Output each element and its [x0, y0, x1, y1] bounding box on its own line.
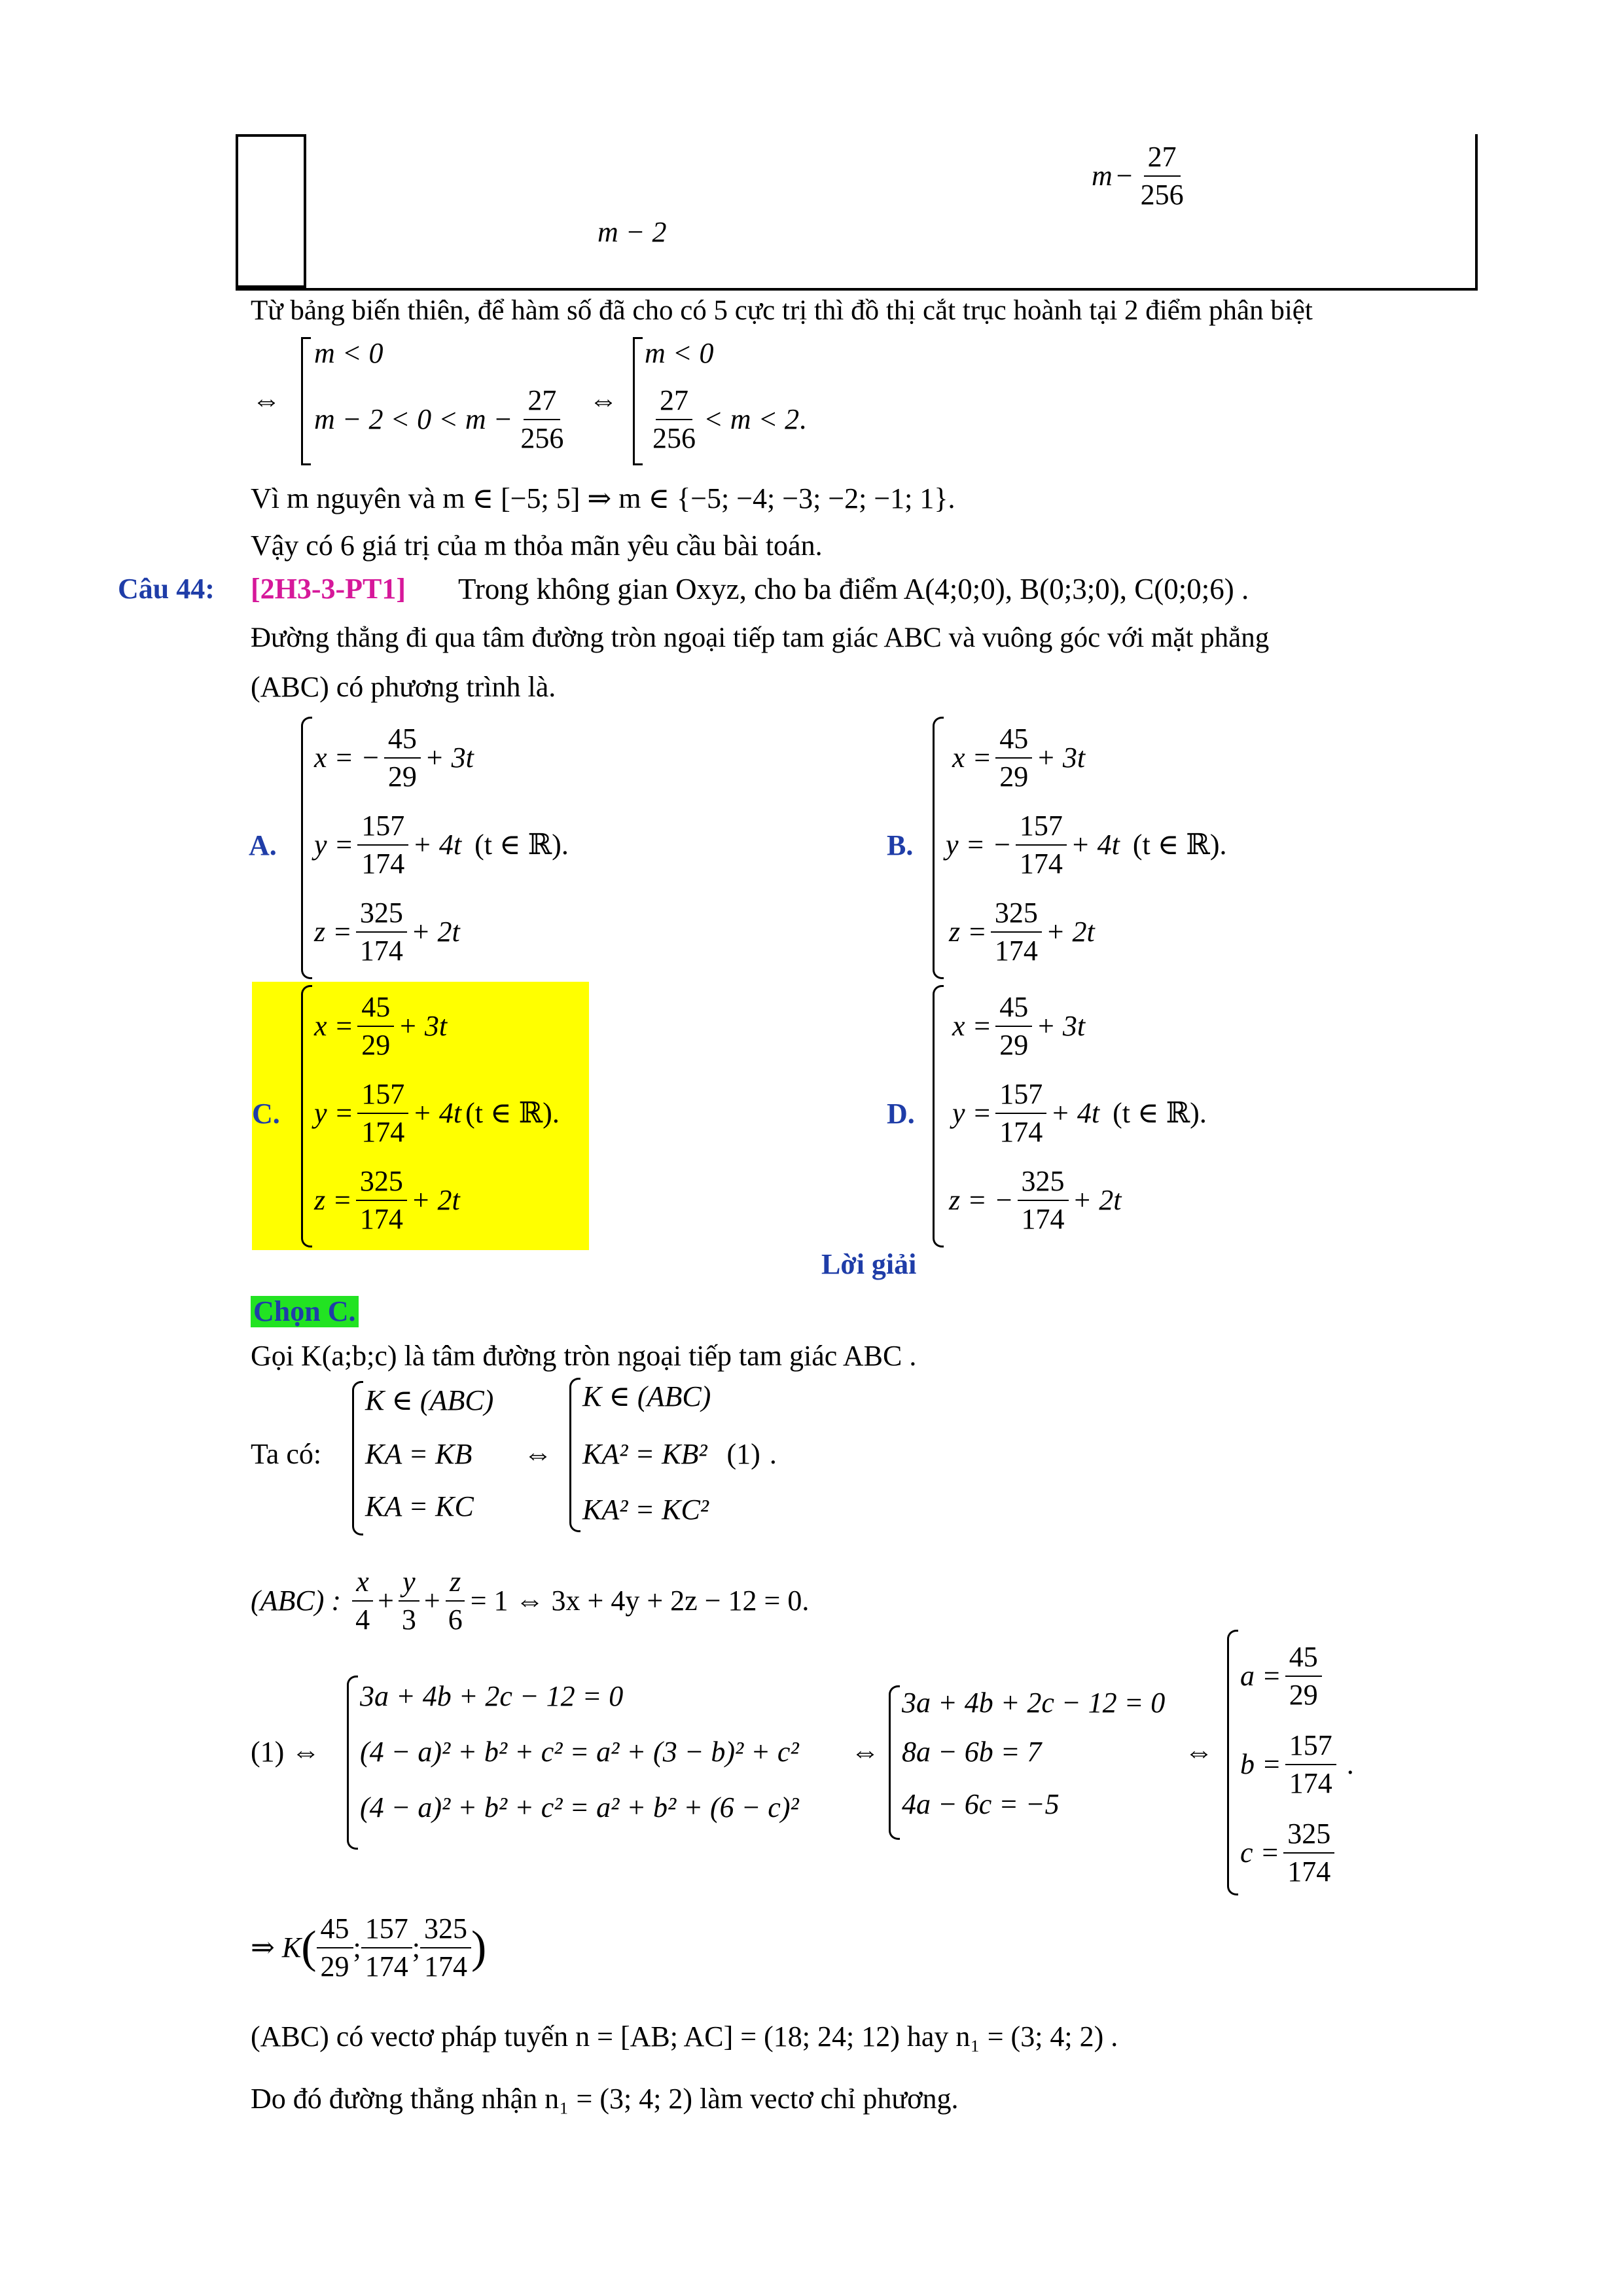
paragraph-conclusion: Từ bảng biến thiên, để hàm số đã cho có 5 cực trị thì đồ thị cắt trục hoành tại 2 điểm phân biệt [251, 295, 1313, 326]
sys1-row1: m < 0 [314, 337, 383, 369]
paragraph-count: Vậy có 6 giá trị của m thỏa mãn yêu cầu bài toán. [251, 529, 823, 562]
option-b-x: x = $\frac{45}{29}$ + 3t [952, 723, 1086, 793]
question-code: [2H3-3-PT1] [251, 573, 406, 605]
sys1-row4: $\frac{27}{256}$ < m < 2 . [652, 384, 807, 454]
big-brace-2 [889, 1685, 900, 1840]
option-c[interactable] [249, 985, 615, 1247]
option-a-x: x = − $\frac{45}{29}$ + 3t [314, 723, 474, 793]
question-text-3: (ABC) có phương trình là. [251, 671, 556, 703]
res-a: a = $\frac{45}{29}$ [1240, 1643, 1326, 1710]
option-a[interactable] [249, 717, 615, 978]
k-result: ⇒ K ( $\frac{45}{29}$ ; $\frac{157}{174}$ ; $\frac{325}{174}$ ) [251, 1912, 487, 1982]
option-b-y: y = − $\frac{157}{174}$ + 4t (t ∈ ℝ). [946, 810, 1227, 880]
taco-brace-1 [352, 1381, 363, 1535]
option-d-brace [933, 985, 944, 1247]
iff-symbol-2: ⇔ [589, 384, 618, 416]
bigB-row3: 4a − 6c = −5 [902, 1788, 1060, 1820]
big-iff-2: ⇔ [1185, 1736, 1213, 1768]
option-a-brace [301, 717, 312, 979]
bigB-row2: 8a − 6b = 7 [902, 1736, 1042, 1768]
res-c: c = $\frac{325}{174}$ [1240, 1820, 1338, 1886]
sysA-row2: KA = KB [365, 1438, 473, 1470]
taco-iff: ⇔ [524, 1438, 552, 1470]
question-label: Câu 44: [118, 573, 215, 605]
option-d-x: x = $\frac{45}{29}$ + 3t [952, 991, 1086, 1061]
bigA-row2: (4 − a)² + b² + c² = a² + (3 − b)² + c² [360, 1736, 799, 1768]
variation-table [236, 134, 1478, 291]
option-b-label: B. [887, 829, 914, 861]
big-iff-1: ⇔ [851, 1736, 880, 1768]
sys1-row3: m < 0 [645, 337, 714, 369]
bigB-row1: 3a + 4b + 2c − 12 = 0 [902, 1687, 1166, 1719]
question-text-1: Trong không gian Oxyz, cho ba điểm A(4;0;0), B(0;3;0), C(0;0;6) . [458, 573, 1249, 605]
paragraph-m-integer: Vì m nguyên và m ∈ [−5; 5] ⇒ m ∈ {−5; −4; −3; −2; −1; 1}. [251, 482, 955, 514]
bigA-row1: 3a + 4b + 2c − 12 = 0 [360, 1680, 624, 1712]
bigA-row3: (4 − a)² + b² + c² = a² + b² + (6 − c)² [360, 1791, 799, 1823]
option-a-label: A. [249, 829, 277, 861]
option-d-label: D. [887, 1098, 915, 1130]
res-b: b = $\frac{157}{174}$ . [1240, 1729, 1354, 1799]
option-a-z: z = $\frac{325}{174}$ + 2t [314, 897, 460, 967]
question-text-2: Đường thẳng đi qua tâm đường tròn ngoại tiếp tam giác ABC và vuông góc với mặt phẳng [251, 622, 1270, 653]
choose-answer: Chọn C. [251, 1296, 359, 1327]
taco-label: Ta có: [251, 1438, 322, 1470]
option-a-y: y = $\frac{157}{174}$ + 4t (t ∈ ℝ). [314, 810, 569, 880]
sysA-row3: KA = KC [365, 1490, 474, 1522]
bracket-2 [633, 337, 643, 465]
option-c-x: x = $\frac{45}{29}$ + 3t [314, 991, 448, 1061]
option-b[interactable] [887, 717, 1253, 978]
sysB-row1: K ∈ (ABC) [582, 1380, 711, 1412]
option-d[interactable] [887, 985, 1253, 1247]
solution-title: Lời giải [821, 1248, 917, 1280]
sysB-row3: KA² = KC² [582, 1494, 709, 1526]
taco-brace-2 [569, 1378, 580, 1532]
final-line: Do đó đường thẳng nhận n₁ = (3; 4; 2) làm vectơ chỉ phương. [251, 2083, 959, 2115]
normal-vector-line: (ABC) có vectơ pháp tuyến n = [AB; AC] = (18; 24; 12) hay n₁ = (3; 4; 2) . [251, 2020, 1118, 2053]
option-c-brace [301, 985, 312, 1247]
iff-symbol-1: ⇔ [252, 384, 281, 416]
option-d-y: y = $\frac{157}{174}$ + 4t (t ∈ ℝ). [952, 1078, 1207, 1148]
big-brace-1 [347, 1676, 358, 1850]
solution-step-1: Gọi K(a;b;c) là tâm đường tròn ngoại tiếp tam giác ABC . [251, 1340, 917, 1372]
bracket-1 [301, 337, 311, 465]
option-c-label: C. [252, 1098, 280, 1130]
sysB-row2: KA² = KB² (1) . [582, 1438, 777, 1470]
big-system-left: (1) ⇔ [251, 1736, 321, 1768]
option-c-y: y = $\frac{157}{174}$ + 4t (t ∈ ℝ). [314, 1078, 560, 1148]
table-label-cell [236, 134, 306, 288]
option-b-z: z = $\frac{325}{174}$ + 2t [949, 897, 1095, 967]
option-d-z: z = − $\frac{325}{174}$ + 2t [949, 1165, 1122, 1235]
option-c-z: z = $\frac{325}{174}$ + 2t [314, 1165, 460, 1235]
sys1-row2: m − 2 < 0 < m − $\frac{27}{256}$ [314, 384, 564, 454]
table-value-bottom: m − 2 [597, 216, 667, 248]
big-brace-3 [1227, 1630, 1238, 1895]
plane-equation: (ABC) : $\frac{x}{4}$ + $\frac{y}{3}$ + $\frac{z}{6}$ = 1 ⇔ 3x + 4y + 2z − 12 = 0. [251, 1566, 810, 1636]
sysA-row1: K ∈ (ABC) [365, 1384, 494, 1416]
table-value-top: m − $\frac{27}{256}$ [1092, 141, 1184, 211]
option-b-brace [933, 717, 944, 979]
